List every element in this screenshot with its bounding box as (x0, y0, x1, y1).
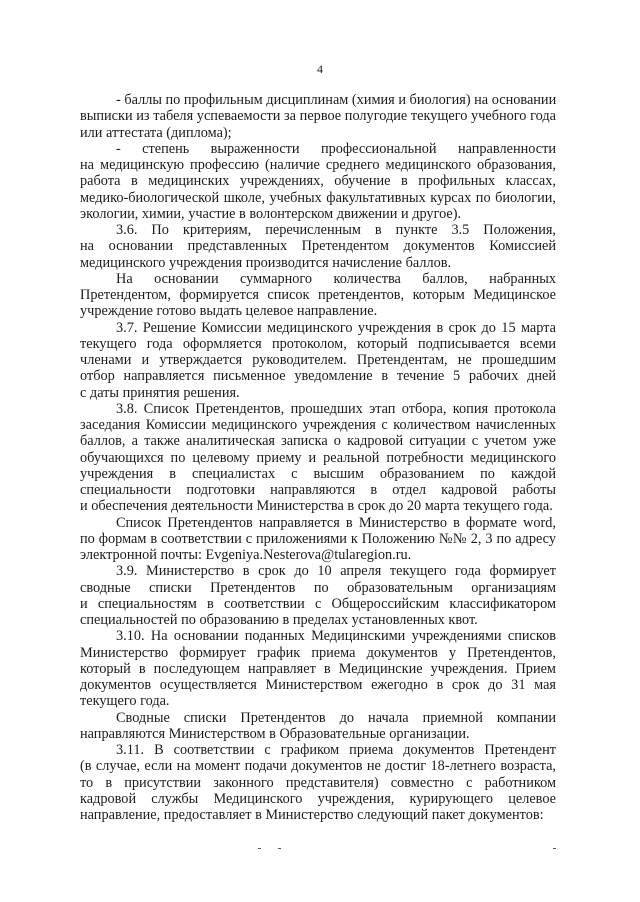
text-line: кадровой службы Медицинского учреждения, курирующего целевое (80, 790, 556, 807)
text-line: 3.6. По критериям, перечисленным в пункте 3.5 Положения, (116, 222, 556, 238)
text-line: обучающихся по целевому приему и реальной потребности медицинского (80, 449, 556, 466)
paragraph-profile-subject-scores (80, 92, 556, 141)
text-line: выписки из табеля успеваемости за первое полугодие текущего учебного года (80, 108, 556, 125)
paragraph-3-9 (80, 563, 556, 628)
text-line: специальности подготовки направляются в отдел кадровой работы (80, 482, 556, 498)
text-line: направляются Министерством в Образовательные организации. (80, 725, 470, 742)
text-line: заседания Комиссии медицинского учреждения с количеством начисленных (80, 417, 556, 433)
paragraph-3-6 (80, 222, 556, 271)
text-line: текущего года оформляется протоколом, который подписывается всеми (80, 335, 556, 352)
text-line: (в случае, если на момент подачи документов не достиг 18-летнего возраста, (80, 758, 556, 775)
text-line: работа в медицинских учреждениях, обучение в профильных классах, (80, 173, 556, 190)
text-line: 3.7. Решение Комиссии медицинского учреждения в срок до 15 марта (116, 319, 556, 336)
scan-dot (278, 848, 281, 849)
text-line: экологии, химии, участие в волонтерском движении и другое). (80, 205, 462, 222)
text-line: Сводные списки Претендентов до начала приемной компании (116, 709, 556, 726)
text-line: медико-биологической школе, учебных факультативных курсах по биологии, (80, 189, 556, 206)
text-line: Претендентом, формируется список претендентов, которым Медицинское (80, 287, 556, 303)
text-line: направление, предоставляет в Министерство следующий пакет документов: (80, 807, 544, 823)
text-line: Список Претендентов направляется в Министерство в формате word, (116, 514, 556, 531)
text-line: 3.9. Министерство в срок до 10 апреля текущего года формирует (116, 563, 556, 580)
text-line: и специальностям в соответствии с Общероссийским классификатором (80, 595, 556, 612)
text-line: на основании представленных Претендентом документов Комиссией (80, 238, 556, 255)
text-line: учреждения в специалистах с высшим образованием по каждой (80, 465, 556, 482)
text-line: и обеспечения деятельности Министерства в срок до 20 марта текущего года. (80, 498, 553, 515)
text-line: На основании суммарного количества баллов, набранных (116, 270, 556, 287)
text-line: документов осуществляется Министерством ежегодно в срок до 31 мая (80, 677, 556, 693)
paragraph-3-11 (80, 742, 556, 823)
paragraph-candidate-list (80, 271, 556, 320)
text-line: - баллы по профильным дисциплинам (химия и биология) на основании (116, 92, 557, 108)
text-line: который в последующем направляет в Медицинские учреждения. Прием (80, 660, 556, 677)
text-line: 3.8. Список Претендентов, прошедших этап отбора, копия протокола (116, 400, 556, 417)
text-line: 3.10. На основании поданных Медицинскими учреждениями списков (116, 628, 556, 645)
page-number: 4 (317, 62, 323, 76)
text-line: медицинского учреждения производится начисление баллов. (80, 254, 452, 271)
text-line: отбор направляется письменное уведомление в течение 5 рабочих дней (80, 368, 556, 385)
text-line: Министерство формирует график приема документов у Претендентов, (80, 644, 556, 661)
paragraph-summary-lists (80, 710, 556, 743)
paragraph-3-10 (80, 628, 556, 709)
text-line: специальностей по образованию в пределах установленных квот. (80, 612, 478, 628)
text-line: сводные списки Претендентов по образовательным организациям (80, 579, 556, 596)
email-line: электронной почты: Evgeniya.Nesterova@tularegion.ru. (80, 547, 412, 563)
text-line: членами и утверждается руководителем. Претендентам, не прошедшим (80, 352, 556, 368)
text-line: то в присутствии законного представителя) совместно с работником (80, 774, 556, 791)
text-line: с даты принятия решения. (80, 384, 240, 401)
text-line: или аттестата (диплома); (80, 124, 232, 141)
text-line: на медицинскую профессию (наличие среднего медицинского образования, (80, 157, 556, 173)
paragraph-list-format (80, 515, 556, 564)
text-line: учреждение готово выдать целевое направление. (80, 303, 378, 320)
paragraph-3-7 (80, 320, 556, 401)
scan-dot (258, 848, 261, 849)
text-line: - степень выраженности профессиональной направленности (116, 140, 556, 157)
scan-artifacts (0, 848, 640, 854)
scan-dot (553, 848, 556, 849)
text-line: баллов, а также аналитическая записка о кадровой ситуации с учетом уже (80, 433, 556, 450)
text-line: 3.11. В соответствии с графиком приема документов Претендент (116, 742, 556, 758)
document-body (80, 92, 556, 823)
text-line: по формам в соответствии с приложениями к Положению №№ 2, 3 по адресу (80, 530, 556, 547)
text-line: текущего года. (80, 693, 170, 710)
paragraph-professional-orientation (80, 141, 556, 222)
paragraph-3-8 (80, 401, 556, 515)
